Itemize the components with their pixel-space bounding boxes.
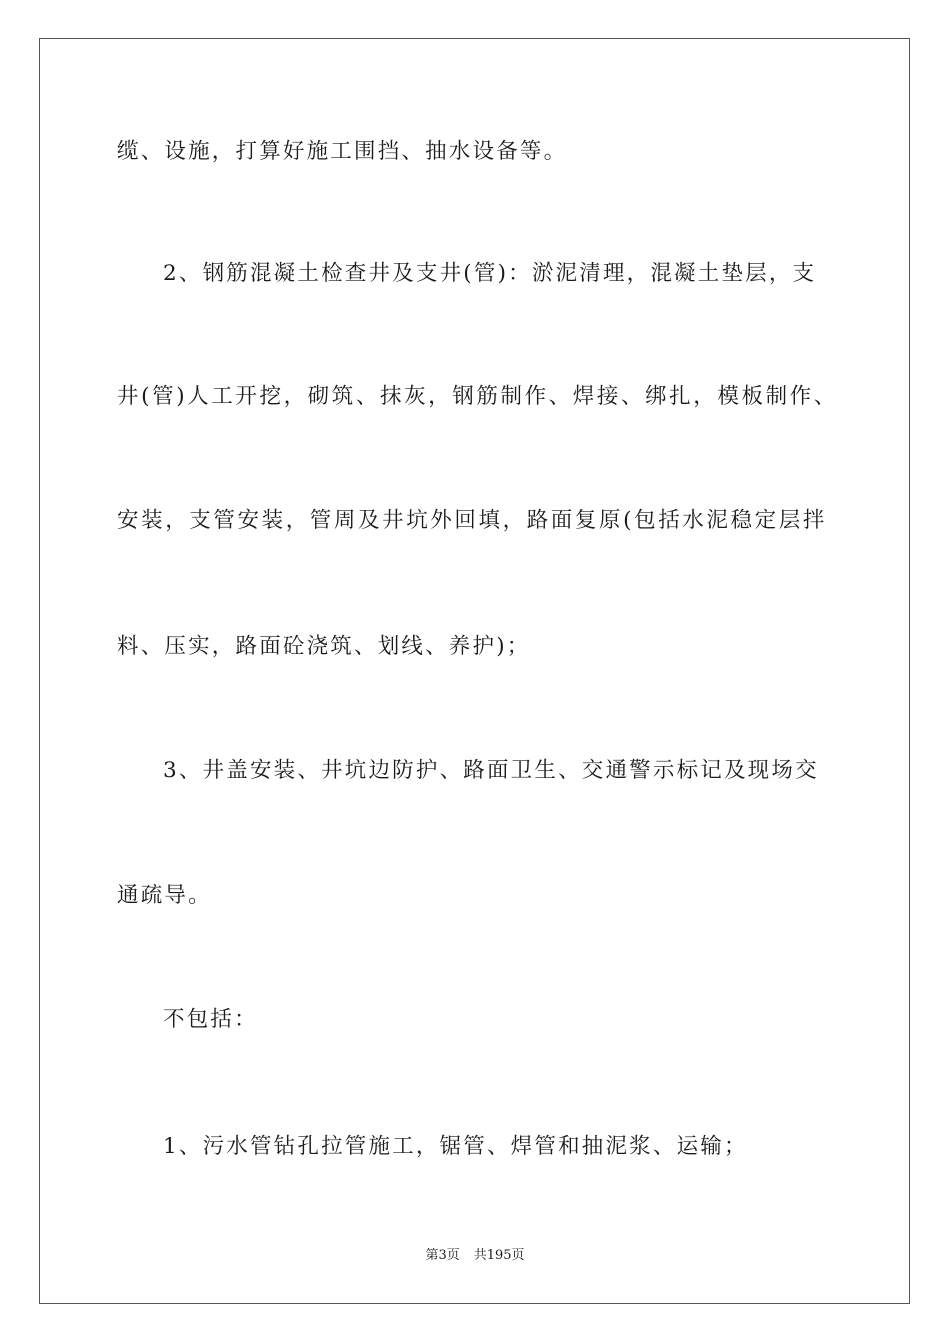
body-line-1: 缆、设施，打算好施工围挡、抽水设备等。 (117, 139, 568, 164)
body-line-6: 3、井盖安装、井坑边防护、路面卫生、交通警示标记及现场交 (163, 758, 819, 783)
page-number: 第3页 (425, 1248, 460, 1263)
body-line-5: 料、压实，路面砼浇筑、划线、养护)； (117, 634, 531, 659)
page-border (39, 38, 910, 1304)
body-line-8: 不包括： (163, 1007, 258, 1032)
body-line-9: 1、污水管钻孔拉管施工，锯管、焊管和抽泥浆、运输； (163, 1134, 748, 1159)
body-line-2: 2、钢筋混凝土检查井及支井(管)：淤泥清理，混凝土垫层，支 (163, 261, 817, 286)
body-line-4: 安装，支管安装，管周及井坑外回填，路面复原(包括水泥稳定层拌 (117, 508, 827, 533)
page-footer (0, 1247, 950, 1265)
body-line-3: 井(管)人工开挖，砌筑、抹灰，钢筋制作、焊接、绑扎，模板制作、 (117, 384, 838, 409)
total-pages: 共195页 (473, 1248, 525, 1263)
body-line-7: 通疏导。 (117, 883, 212, 908)
